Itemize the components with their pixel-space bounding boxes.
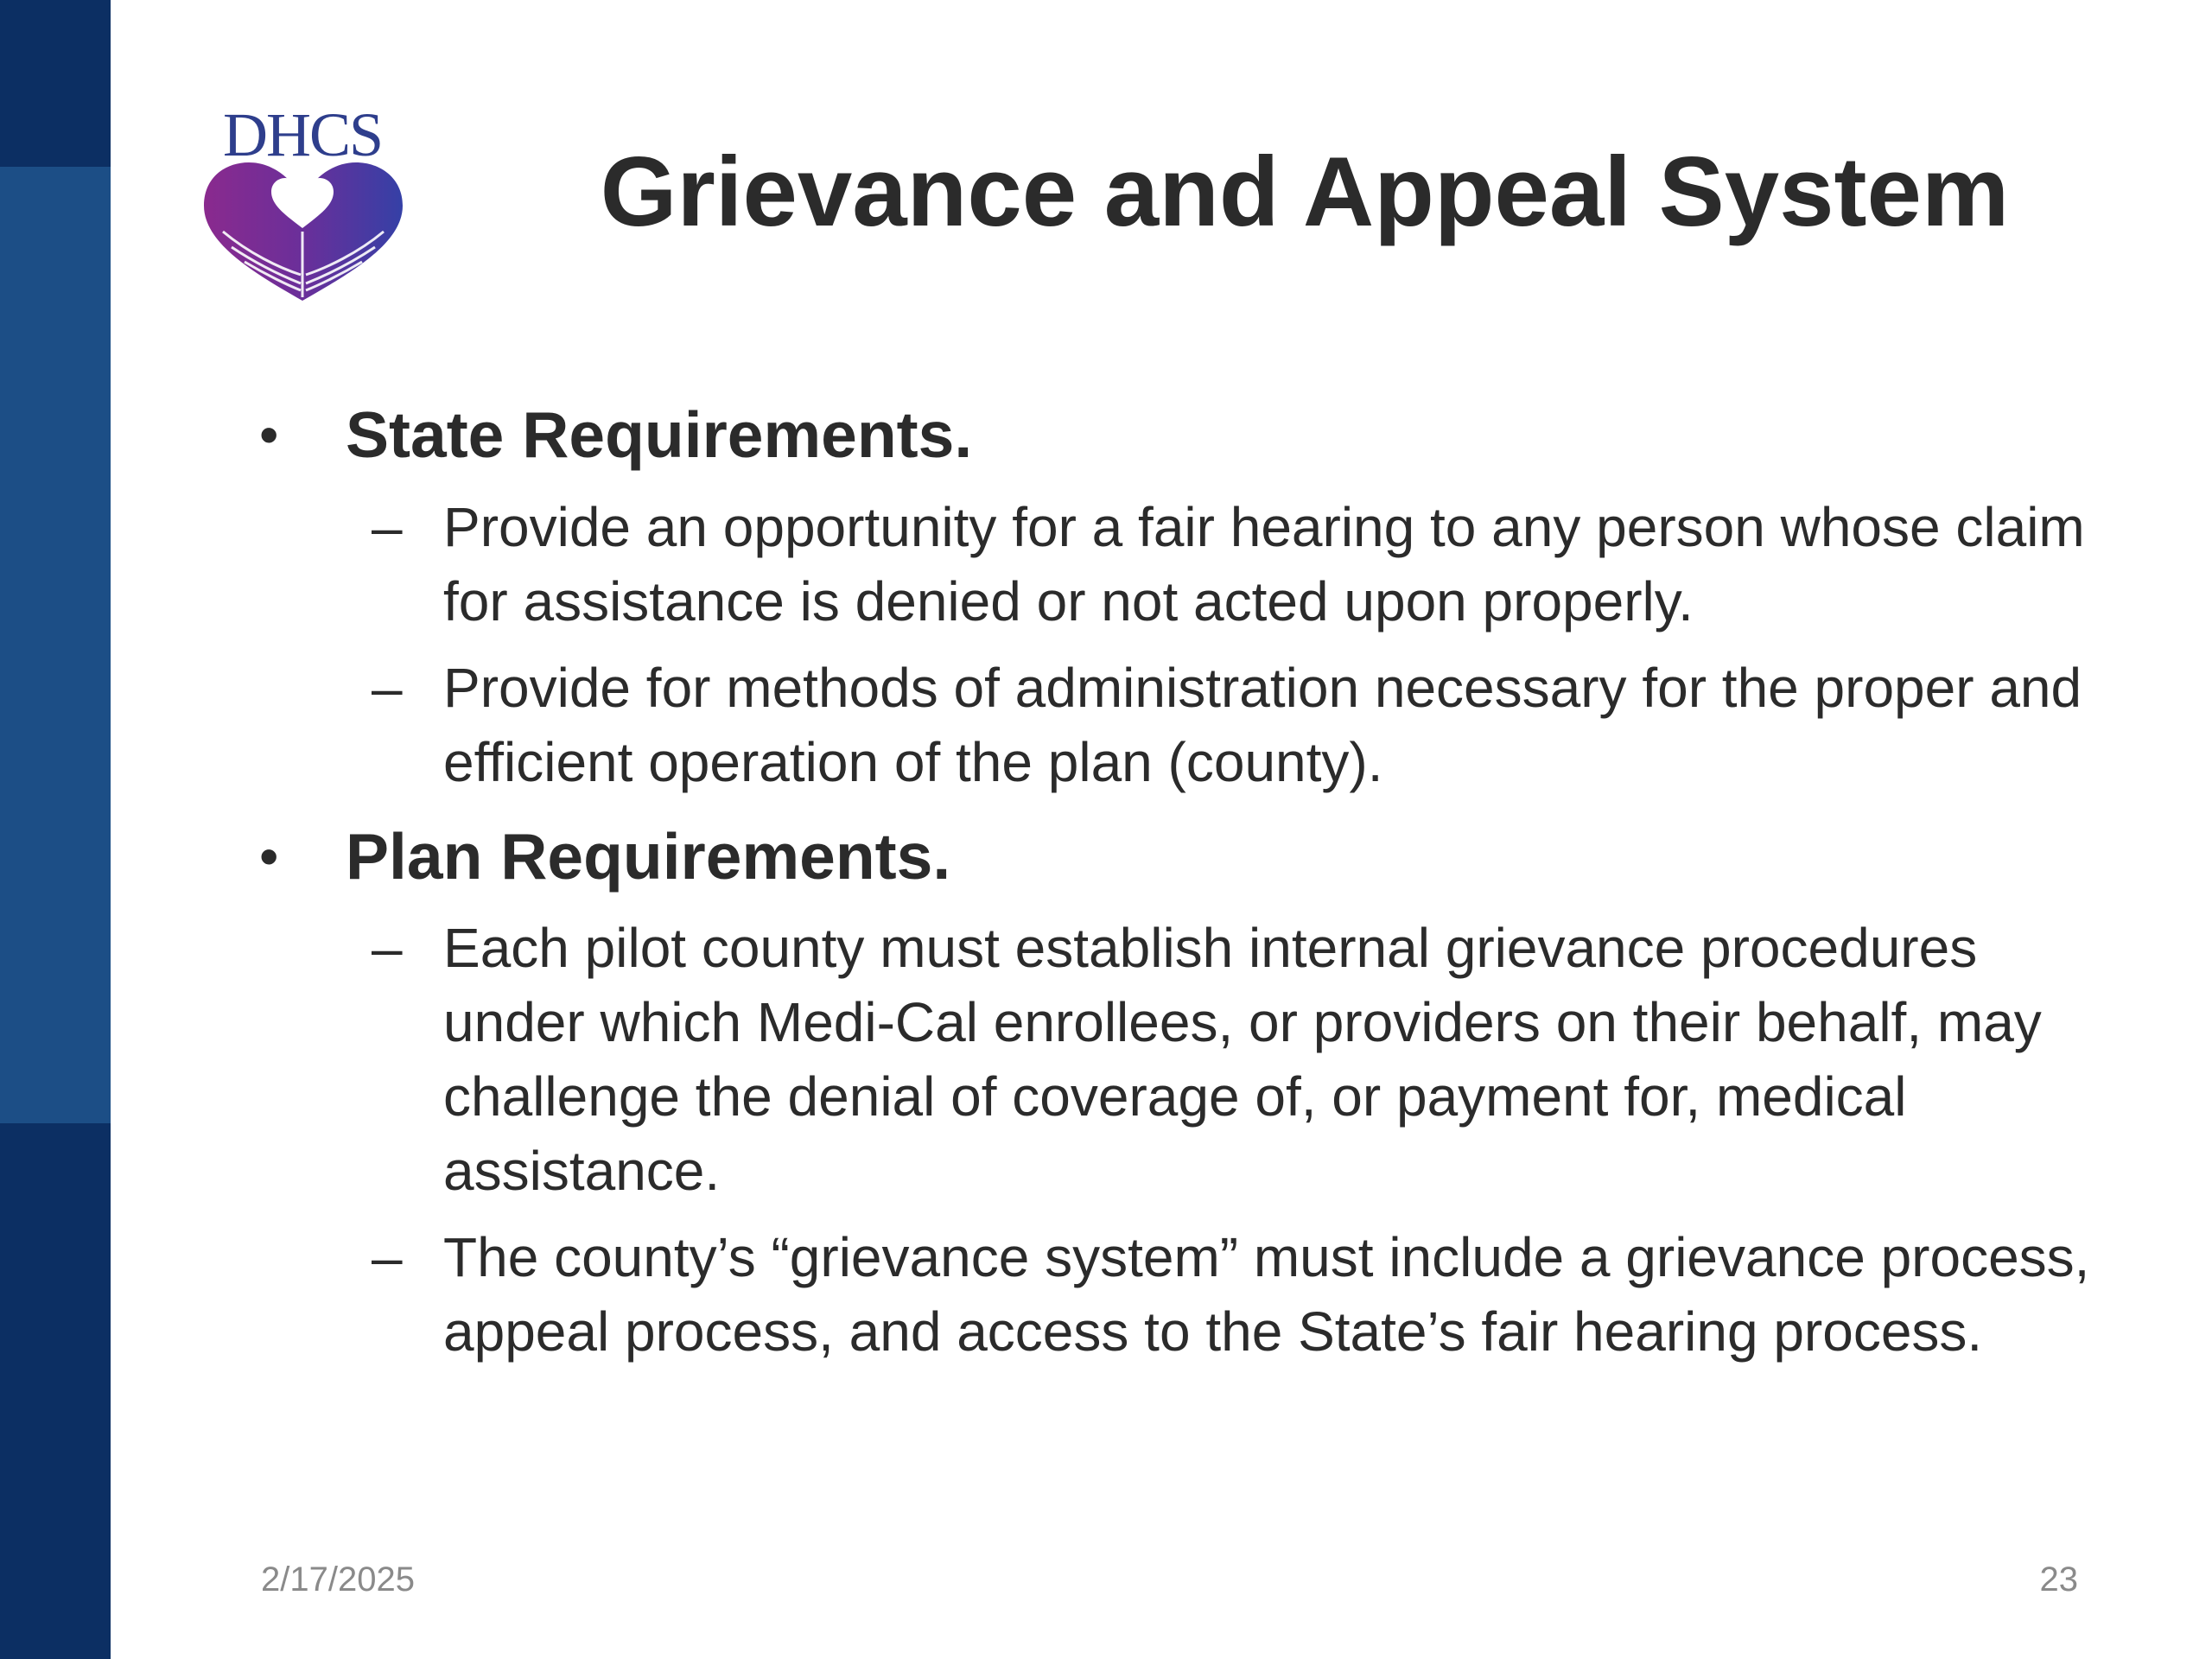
sub-item-text: Provide an opportunity for a fair hearing to any person whose claim for assistance is denied or not acted upon properly. — [443, 495, 2085, 632]
sub-item — [259, 1220, 2108, 1369]
sub-item — [259, 490, 2108, 639]
sub-item-dash: – — [372, 495, 403, 558]
bullet-dot: • — [259, 404, 279, 466]
footer-page-number: 23 — [2039, 1560, 2078, 1599]
sub-item-dash: – — [372, 917, 403, 979]
bullet-dot: • — [259, 824, 279, 887]
logo-wordmark: DHCS — [222, 102, 383, 169]
sub-item-text: The county’s “grievance system” must include a grievance process, appeal process, and access to the State’s fair hearing process. — [443, 1226, 2090, 1363]
slide-title: Grievance and Appeal System — [600, 137, 2010, 247]
left-accent-bar-mid — [0, 167, 111, 1123]
slide-content — [259, 393, 2108, 1381]
bullet-heading: Plan Requirements. — [346, 819, 951, 893]
bullet-plan-requirements — [259, 815, 2108, 899]
sub-item-dash: – — [372, 1226, 403, 1288]
sub-item-dash: – — [372, 656, 403, 719]
sub-item — [259, 911, 2108, 1208]
sub-item — [259, 651, 2108, 799]
sub-item-text: Each pilot county must establish internal grievance procedures under which Medi-Cal enrollees, or providers on their behalf, may challenge the denial of coverage of, or payment for, medical assistance. — [443, 917, 2042, 1202]
bullet-state-requirements — [259, 393, 2108, 478]
footer-date: 2/17/2025 — [261, 1560, 415, 1599]
dhcs-logo — [197, 102, 413, 306]
bullet-heading: State Requirements. — [346, 398, 973, 471]
sub-item-text: Provide for methods of administration necessary for the proper and efficient operation of the plan (county). — [443, 656, 2082, 793]
